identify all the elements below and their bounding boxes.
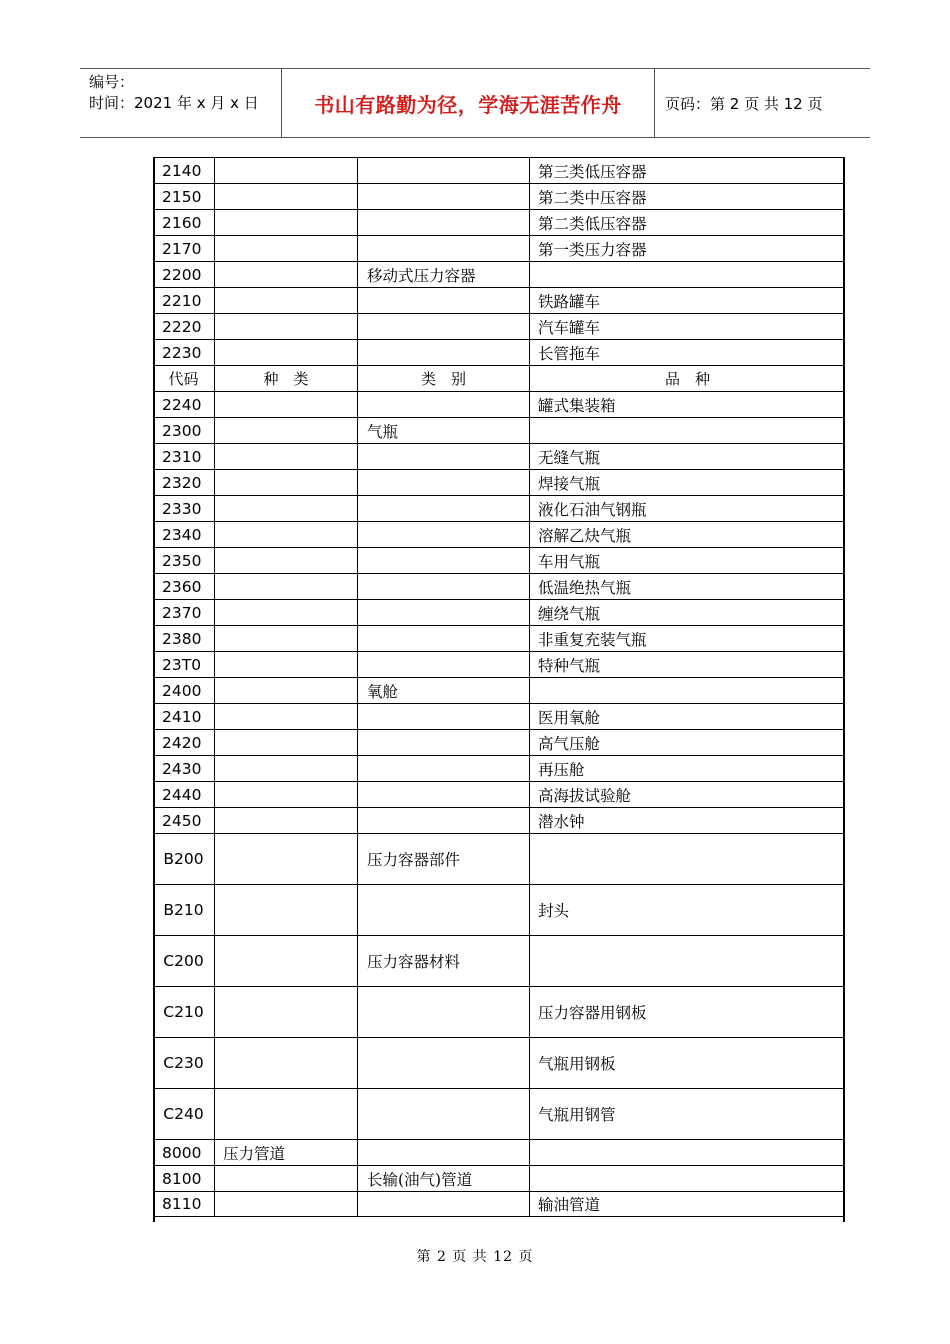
table-row — [153, 521, 845, 547]
category-cell: 长输(油气)管道 — [358, 1166, 530, 1191]
page-header — [80, 68, 870, 138]
code-cell: 2450 — [153, 808, 215, 833]
kind-cell — [215, 652, 358, 677]
kind-cell — [215, 730, 358, 755]
category-cell — [358, 808, 530, 833]
table-row — [153, 235, 845, 261]
table-row — [153, 1165, 845, 1191]
table-row — [153, 1088, 845, 1139]
table-row — [153, 209, 845, 235]
table-row — [153, 625, 845, 651]
category-cell — [358, 496, 530, 521]
category-cell — [358, 184, 530, 209]
variety-cell: 封头 — [538, 902, 570, 920]
kind-cell — [215, 1038, 358, 1088]
kind-cell — [215, 496, 358, 521]
code-cell: C200 — [153, 936, 215, 986]
category-cell — [358, 782, 530, 807]
code-cell: 2330 — [153, 496, 215, 521]
category-cell — [358, 548, 530, 573]
kind-cell: 压力管道 — [215, 1140, 358, 1165]
code-cell: 2310 — [153, 444, 215, 469]
variety-cell: 低温绝热气瓶 — [538, 578, 632, 597]
category-cell — [358, 470, 530, 495]
category-cell — [358, 444, 530, 469]
kind-cell — [215, 626, 358, 651]
variety-cell: 非重复充装气瓶 — [538, 630, 647, 649]
table-row — [153, 986, 845, 1037]
variety-cell: 品 种 — [664, 370, 710, 388]
table-row — [153, 443, 845, 469]
variety-cell: 罐式集装箱 — [538, 396, 616, 415]
table-row — [153, 1191, 845, 1217]
code-cell: 2170 — [153, 236, 215, 261]
table-row — [153, 807, 845, 833]
table-row — [153, 599, 845, 625]
category-cell — [358, 730, 530, 755]
time-label: 时间：2021 年 x 月 x 日 — [89, 94, 259, 112]
kind-cell — [215, 1089, 358, 1139]
code-cell: 8000 — [153, 1140, 215, 1165]
code-cell: 2160 — [153, 210, 215, 235]
kind-cell — [215, 288, 358, 313]
variety-cell: 医用氧舱 — [538, 708, 601, 727]
variety-cell: 第一类压力容器 — [538, 240, 647, 259]
variety-cell: 特种气瓶 — [538, 656, 601, 675]
variety-cell: 第二类中压容器 — [538, 188, 647, 207]
category-cell — [358, 652, 530, 677]
code-cell: C230 — [153, 1038, 215, 1088]
table-row — [153, 729, 845, 755]
table-row — [153, 157, 845, 183]
header-page-cell — [655, 69, 870, 137]
table-row — [153, 573, 845, 599]
kind-cell — [215, 1166, 358, 1191]
code-cell: 2440 — [153, 782, 215, 807]
category-cell — [358, 1140, 530, 1165]
kind-cell — [215, 158, 358, 183]
variety-cell: 第二类低压容器 — [538, 214, 647, 233]
category-cell — [358, 574, 530, 599]
kind-cell — [215, 808, 358, 833]
code-cell: 2320 — [153, 470, 215, 495]
kind-cell — [215, 548, 358, 573]
category-cell — [358, 314, 530, 339]
code-cell: 2420 — [153, 730, 215, 755]
kind-cell — [215, 340, 358, 365]
code-cell: 2150 — [153, 184, 215, 209]
variety-cell: 无缝气瓶 — [538, 448, 601, 467]
kind-cell — [215, 756, 358, 781]
category-cell — [358, 704, 530, 729]
code-cell: B210 — [153, 885, 215, 935]
category-cell — [358, 756, 530, 781]
variety-cell: 缠绕气瓶 — [538, 604, 601, 623]
table-row — [153, 755, 845, 781]
header-motto-cell — [282, 69, 655, 137]
table-row — [153, 391, 845, 417]
code-cell: 2370 — [153, 600, 215, 625]
variety-cell — [530, 1166, 845, 1191]
category-cell — [358, 987, 530, 1037]
category-cell: 类 别 — [358, 366, 530, 391]
kind-cell — [215, 392, 358, 417]
code-cell: 2230 — [153, 340, 215, 365]
code-cell: 2200 — [153, 262, 215, 287]
table-row — [153, 884, 845, 935]
variety-cell — [530, 936, 845, 986]
kind-cell — [215, 574, 358, 599]
equipment-code-table — [153, 157, 845, 1217]
table-row — [153, 1037, 845, 1088]
table-header-row — [153, 365, 845, 391]
kind-cell — [215, 936, 358, 986]
code-cell: 2430 — [153, 756, 215, 781]
variety-cell: 车用气瓶 — [538, 552, 601, 571]
kind-cell — [215, 1192, 358, 1216]
table-row — [153, 1139, 845, 1165]
kind-cell — [215, 522, 358, 547]
table-row — [153, 313, 845, 339]
kind-cell — [215, 834, 358, 884]
category-cell: 压力容器材料 — [358, 936, 530, 986]
code-cell: 8100 — [153, 1166, 215, 1191]
kind-cell — [215, 210, 358, 235]
kind-cell — [215, 236, 358, 261]
kind-cell — [215, 262, 358, 287]
page-footer: 第 2 页 共 12 页 — [416, 1249, 534, 1265]
code-cell: 2340 — [153, 522, 215, 547]
variety-cell: 气瓶用钢板 — [538, 1055, 616, 1073]
category-cell: 压力容器部件 — [358, 834, 530, 884]
kind-cell — [215, 678, 358, 703]
variety-cell: 高海拔试验舱 — [538, 786, 632, 805]
category-cell — [358, 392, 530, 417]
code-cell: 23T0 — [153, 652, 215, 677]
category-cell — [358, 1089, 530, 1139]
code-cell: 2360 — [153, 574, 215, 599]
table-row — [153, 339, 845, 365]
kind-cell — [215, 600, 358, 625]
code-cell: 2410 — [153, 704, 215, 729]
category-cell — [358, 340, 530, 365]
category-cell — [358, 288, 530, 313]
table-row — [153, 935, 845, 986]
variety-cell: 溶解乙炔气瓶 — [538, 526, 632, 545]
code-cell: C210 — [153, 987, 215, 1037]
table-row — [153, 287, 845, 313]
kind-cell — [215, 885, 358, 935]
kind-cell — [215, 470, 358, 495]
variety-cell — [530, 1140, 845, 1165]
header-meta — [80, 69, 282, 137]
table-row — [153, 781, 845, 807]
variety-cell: 铁路罐车 — [538, 292, 601, 311]
category-cell — [358, 236, 530, 261]
variety-cell: 气瓶用钢管 — [538, 1106, 616, 1124]
code-cell: 2350 — [153, 548, 215, 573]
variety-cell — [530, 418, 845, 443]
table-row — [153, 651, 845, 677]
kind-cell — [215, 184, 358, 209]
code-cell: 2380 — [153, 626, 215, 651]
code-cell: 2240 — [153, 392, 215, 417]
code-cell: 2140 — [153, 158, 215, 183]
code-cell: 代码 — [153, 366, 215, 391]
kind-cell — [215, 418, 358, 443]
kind-cell — [215, 704, 358, 729]
motto-text: 书山有路勤为径，学海无涯苦作舟 — [314, 92, 622, 117]
kind-cell: 种 类 — [215, 366, 358, 391]
code-cell: B200 — [153, 834, 215, 884]
category-cell — [358, 600, 530, 625]
code-cell: C240 — [153, 1089, 215, 1139]
variety-cell: 输油管道 — [538, 1196, 601, 1214]
table-row — [153, 677, 845, 703]
variety-cell — [530, 834, 845, 884]
table-row — [153, 833, 845, 884]
variety-cell: 潜水钟 — [538, 812, 585, 831]
table-row — [153, 547, 845, 573]
table-row — [153, 469, 845, 495]
variety-cell: 压力容器用钢板 — [538, 1004, 647, 1022]
category-cell — [358, 210, 530, 235]
category-cell — [358, 522, 530, 547]
table-row — [153, 261, 845, 287]
code-cell: 2400 — [153, 678, 215, 703]
kind-cell — [215, 987, 358, 1037]
variety-cell: 高气压舱 — [538, 734, 601, 753]
variety-cell: 再压舱 — [538, 760, 585, 779]
category-cell — [358, 158, 530, 183]
category-cell — [358, 1192, 530, 1216]
variety-cell: 第三类低压容器 — [538, 162, 647, 181]
kind-cell — [215, 444, 358, 469]
category-cell: 氧舱 — [358, 678, 530, 703]
code-cell: 2300 — [153, 418, 215, 443]
variety-cell: 焊接气瓶 — [538, 474, 601, 493]
table-row — [153, 417, 845, 443]
kind-cell — [215, 782, 358, 807]
variety-cell: 长管拖车 — [538, 344, 601, 363]
table-row — [153, 495, 845, 521]
code-cell: 2220 — [153, 314, 215, 339]
code-cell: 8110 — [153, 1192, 215, 1216]
category-cell: 移动式压力容器 — [358, 262, 530, 287]
variety-cell: 汽车罐车 — [538, 318, 601, 337]
category-cell — [358, 1038, 530, 1088]
variety-cell — [530, 262, 845, 287]
page-label: 页码：第 2 页 共 12 页 — [665, 94, 823, 113]
code-cell: 2210 — [153, 288, 215, 313]
number-label: 编号： — [89, 73, 135, 91]
category-cell: 气瓶 — [358, 418, 530, 443]
variety-cell: 液化石油气钢瓶 — [538, 500, 647, 519]
category-cell — [358, 626, 530, 651]
table-row — [153, 703, 845, 729]
category-cell — [358, 885, 530, 935]
table-row — [153, 183, 845, 209]
kind-cell — [215, 314, 358, 339]
variety-cell — [530, 678, 845, 703]
